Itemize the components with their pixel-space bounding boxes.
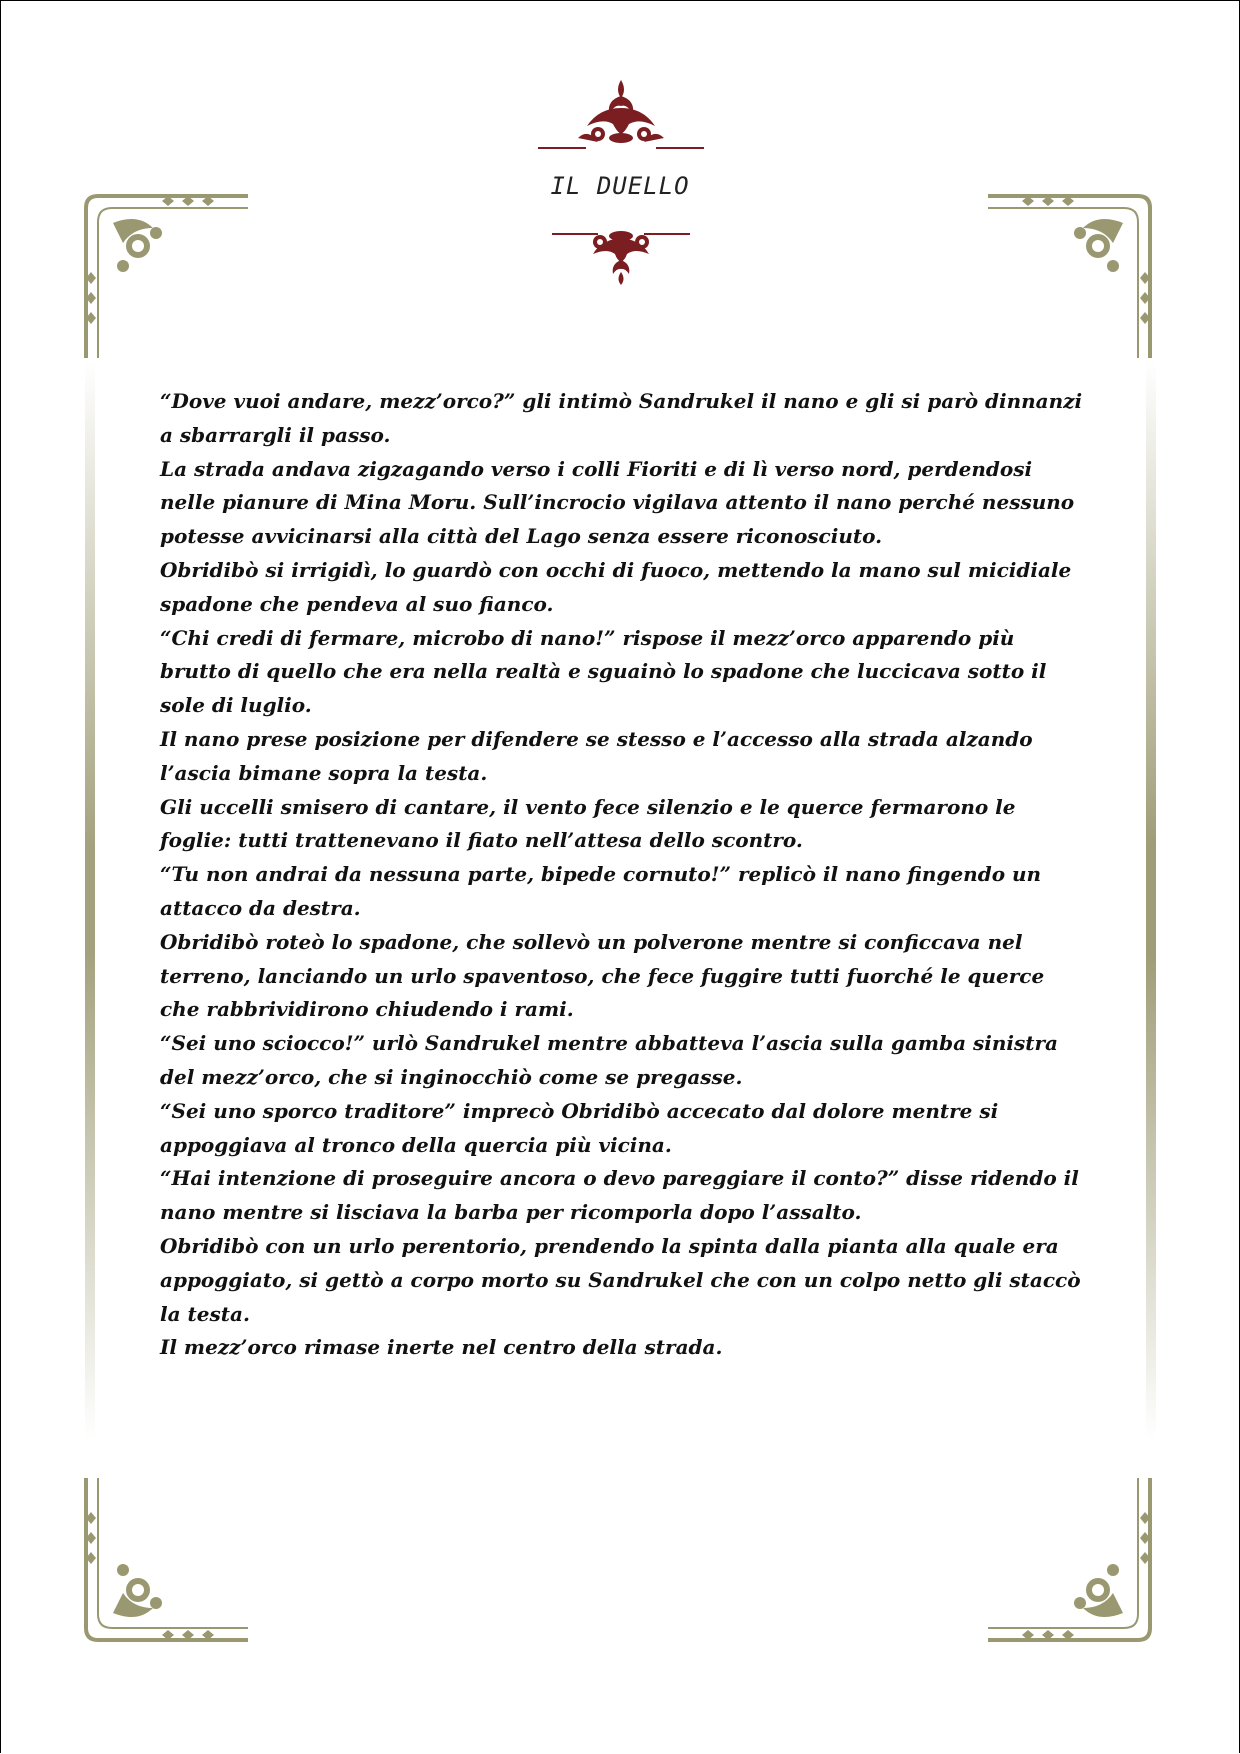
paragraph: Obridibò roteò lo spadone, che sollevò un polverone mentre si conficcava nel terreno, lanciando un urlo spaventoso, che fece fuggire tutti fuorché le querce che rabbrividirono chiudendo i rami. — [160, 929, 1045, 1022]
paragraph: Il mezz’orco rimase inerte nel centro della strada. — [160, 1335, 723, 1360]
paragraph: Il nano prese posizione per difendere se stesso e l’accesso alla strada alzando l’ascia bimane sopra la testa. — [160, 726, 1033, 785]
corner-ornament-top-left-icon — [78, 188, 248, 358]
paragraph: La strada andava zigzagando verso i colli Fioriti e di lì verso nord, perdendosi nelle pianure di Mina Moru. Sull’incrocio vigilava attento il nano perché nessuno potesse avvicinarsi alla città del Lago senza essere riconosciuto. — [160, 456, 1075, 549]
paragraph: “Sei uno sciocco!” urlò Sandrukel mentre abbatteva l’ascia sulla gamba sinistra del mezz’orco, che si inginocchiò come se pregasse. — [160, 1031, 1058, 1089]
paragraph: Gli uccelli smisero di cantare, il vento fece silenzio e le querce fermarono le foglie: tutti trattenevano il fiato nell’attesa dello scontro. — [160, 794, 1016, 853]
left-frame-bar — [85, 360, 95, 1440]
paragraph: “Tu non andrai da nessuna parte, bipede cornuto!” replicò il nano fingendo un attacco da destra. — [160, 862, 1042, 920]
corner-ornament-bottom-left-icon — [78, 1478, 248, 1648]
flourish-top-icon — [538, 78, 704, 158]
paragraph: “Chi credi di fermare, microbo di nano!” rispose il mezz’orco apparendo più brutto di quello che era nella realtà e sguainò lo spadone che luccicava sotto il sole di luglio. — [160, 625, 1047, 718]
document-title: IL DUELLO — [550, 172, 690, 200]
paragraph: “Dove vuoi andare, mezz’orco?” gli intimò Sandrukel il nano e gli si parò dinnanzi a sbarrargli il passo. — [160, 389, 1083, 447]
paragraph: Obridibò con un urlo perentorio, prendendo la spinta dalla pianta alla quale era appoggiato, si gettò a corpo morto su Sandrukel che con un colpo netto gli staccò la testa. — [160, 1233, 1081, 1326]
flourish-bottom-icon — [538, 224, 704, 286]
corner-ornament-top-right-icon — [988, 188, 1158, 358]
paragraph: “Sei uno sporco traditore” imprecò Obridibò accecato dal dolore mentre si appoggiava al tronco della quercia più vicina. — [160, 1098, 999, 1157]
paragraph: Obridibò si irrigidì, lo guardò con occhi di fuoco, mettendo la mano sul micidiale spadone che pendeva al suo fianco. — [160, 557, 1072, 616]
paragraph: “Hai intenzione di proseguire ancora o devo pareggiare il conto?” disse ridendo il nano mentre si lisciava la barba per ricomporla dopo l’assalto. — [160, 1166, 1079, 1225]
corner-ornament-bottom-right-icon — [988, 1478, 1158, 1648]
story-body — [160, 385, 1090, 1365]
right-frame-bar — [1146, 360, 1156, 1440]
